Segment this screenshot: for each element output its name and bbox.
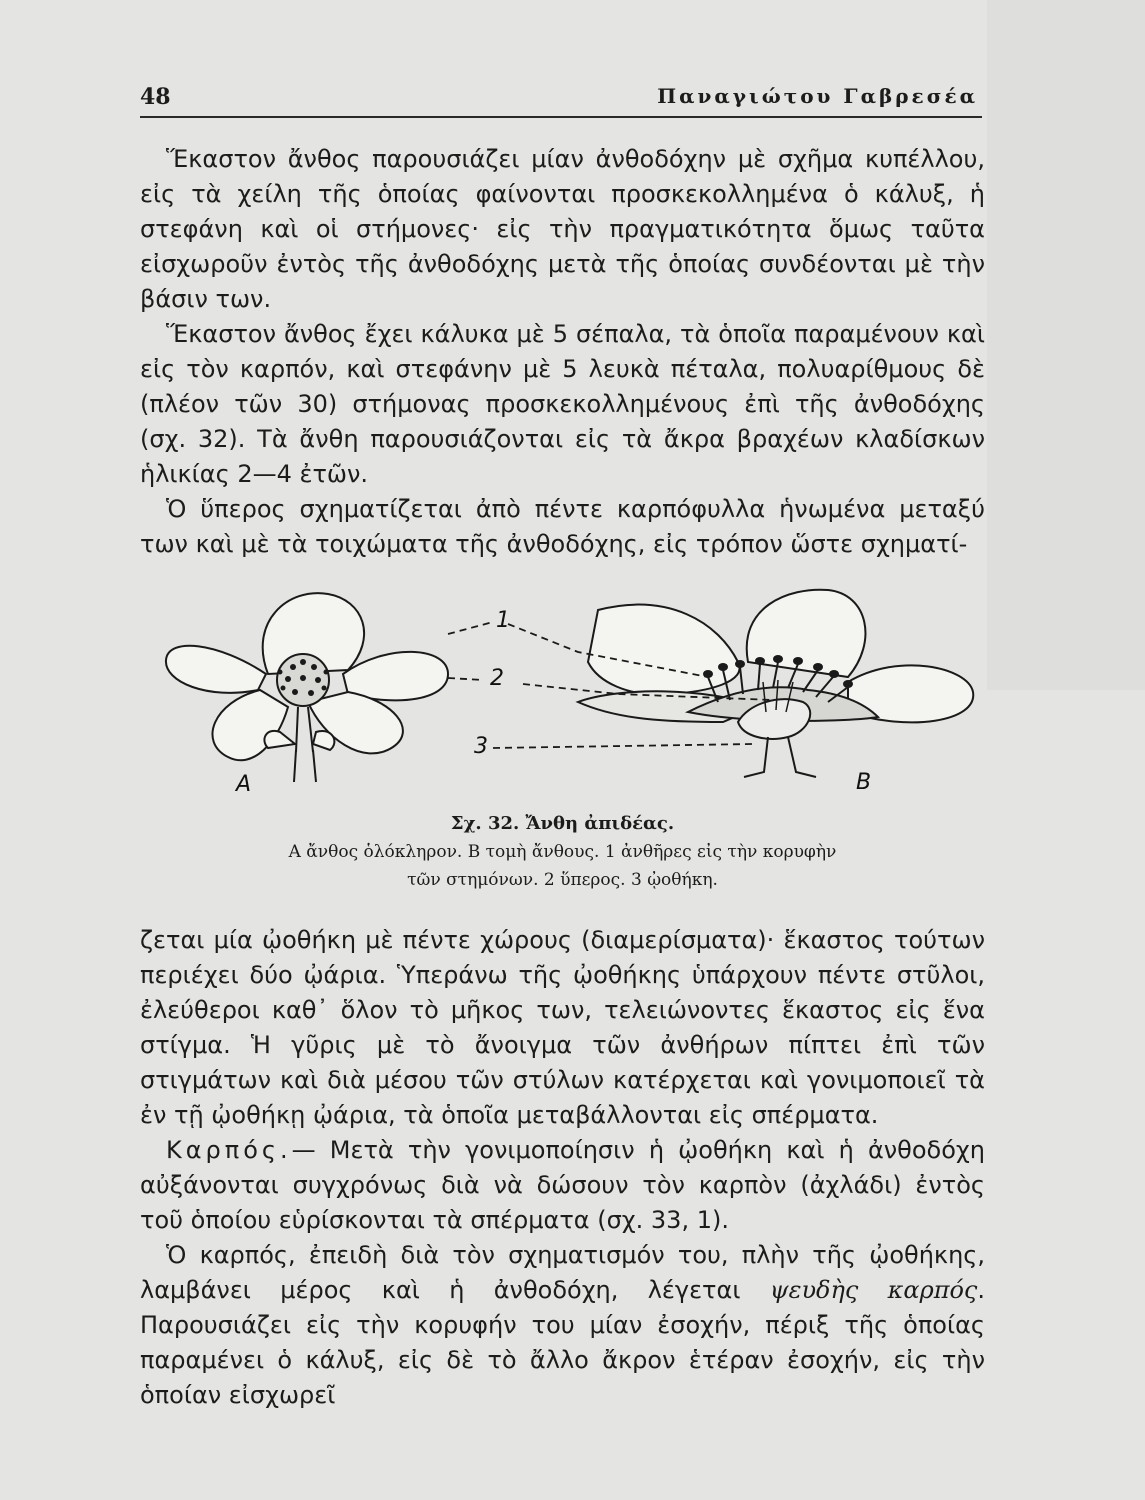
flower-a-drawing bbox=[166, 593, 448, 782]
flower-b-section-drawing bbox=[578, 590, 973, 777]
paragraph: Ἕκαστον ἄνθος ἔχει κάλυκα μὲ 5 σέπαλα, τὰ ὁποῖα παραμένουν καὶ εἰς τὸν καρπόν, καὶ στεφάνην μὲ 5 λευκὰ πέταλα, πολυαρίθμους δὲ (πλέον τῶν 30) στήμονας προσκεκολλημένους ἐπὶ τῆς ἀνθοδόχης (σχ. 32). Τὰ ἄνθη παρουσιάζονται εἰς τὰ ἄκρα βραχέων κλαδίσκων ἡλικίας 2—4 ἐτῶν. bbox=[140, 320, 985, 488]
paragraph: ζεται μία ᾠοθήκη μὲ πέντε χώρους (διαμερίσματα)· ἕκαστος τούτων περιέχει δύο ᾠάρια. Ὑπεράνω τῆς ᾠοθήκης ὑπάρχουν πέντε στῦλοι, ἐλεύθεροι καθ᾽ ὅλον τὸ μῆκος των, τελειώνοντες ἕκαστος εἰς ἕνα στίγμα. Ἡ γῦρις μὲ τὸ ἄνοιγμα τῶν ἀνθήρων πίπτει ἐπὶ τῶν στιγμάτων καὶ διὰ μέσου τῶν στύλων κατέρχεται καὶ γονιμοποιεῖ τὰ ἐν τῇ ᾠοθήκῃ ᾠάρια, τὰ ὁποῖα μεταβάλλονται εἰς σπέρματα. bbox=[140, 926, 985, 1129]
caption-line: τῶν στημόνων. 2 ὕπερος. 3 ᾠοθήκη. bbox=[407, 870, 718, 890]
body-text-bottom bbox=[140, 923, 985, 1413]
paragraph bbox=[140, 1133, 985, 1238]
paragraph-text: — Μετὰ τὴν γονιμοποίησιν ἡ ᾠοθήκη καὶ ἡ ἀνθοδόχη αὐξάνονται συγχρόνως διὰ νὰ δώσουν τὸν καρπὸν (ἀχλάδι) ἐντὸς τοῦ ὁποίου εὑρίσκονται τὰ σπέρματα (σχ. 33, 1). bbox=[140, 1136, 985, 1234]
emphasis-term: ψευδὴς καρπός bbox=[769, 1276, 978, 1304]
page-number: 48 bbox=[140, 84, 171, 110]
paragraph: Ὁ ὕπερος σχηματίζεται ἀπὸ πέντε καρπόφυλλα ἡνωμένα μεταξύ των καὶ μὲ τὰ τοιχώματα τῆς ἀνθοδόχης, εἰς τρόπον ὥστε σχηματί- bbox=[140, 495, 985, 558]
scan-edge-shade bbox=[987, 0, 1145, 690]
flower-illustration bbox=[148, 582, 988, 797]
paragraph: Ἕκαστον ἄνθος παρουσιάζει μίαν ἀνθοδόχην μὲ σχῆμα κυπέλλου, εἰς τὰ χείλη τῆς ὁποίας φαίνονται προσκεκολλημένα ὁ κάλυξ, ἡ στεφάνη καὶ οἱ στήμονες· εἰς τὴν πραγματικότητα ὅμως ταῦτα εἰσχωροῦν ἐντὸς τῆς ἀνθοδόχης μετὰ τῆς ὁποίας συνδέονται μὲ τὴν βάσιν των. bbox=[140, 145, 985, 313]
figure-caption bbox=[140, 810, 985, 894]
figure-32-pear-flowers bbox=[148, 582, 988, 797]
paragraph-text: . Παρουσιάζει εἰς τὴν κορυφήν του μίαν ἐσοχήν, πέριξ τῆς ὁποίας παραμένει ὁ κάλυξ, εἰς δὲ τὸ ἄλλο ἄκρον ἑτέραν ἐσοχήν, εἰς τὴν ὁποίαν εἰσχωρεῖ bbox=[140, 1276, 985, 1409]
running-head-author: Παναγιώτου Γαβρεσέα bbox=[657, 84, 978, 108]
body-text-top bbox=[140, 142, 985, 562]
figure-label-a: A bbox=[236, 772, 252, 797]
figure-label-b: B bbox=[856, 770, 872, 795]
paragraph bbox=[140, 1238, 985, 1413]
page-header bbox=[140, 82, 982, 118]
figure-label-3: 3 bbox=[474, 734, 488, 759]
figure-label-1: 1 bbox=[496, 608, 510, 633]
paragraph-text: Ὁ καρπός, ἐπειδὴ διὰ τὸν σχηματισμόν του, πλὴν τῆς ᾠοθήκης, λαμβάνει μέρος καὶ ἡ ἀνθοδόχη, λέγεται bbox=[140, 1241, 985, 1304]
caption-line: Α ἄνθος ὁλόκληρον. Β τομὴ ἄνθους. 1 ἀνθῆρες εἰς τὴν κορυφὴν bbox=[288, 842, 837, 862]
caption-title: Σχ. 32. Ἄνθη ἀπιδέας. bbox=[450, 813, 675, 834]
section-lead-karpos: Καρπός. bbox=[166, 1136, 292, 1164]
figure-label-2: 2 bbox=[490, 666, 504, 691]
